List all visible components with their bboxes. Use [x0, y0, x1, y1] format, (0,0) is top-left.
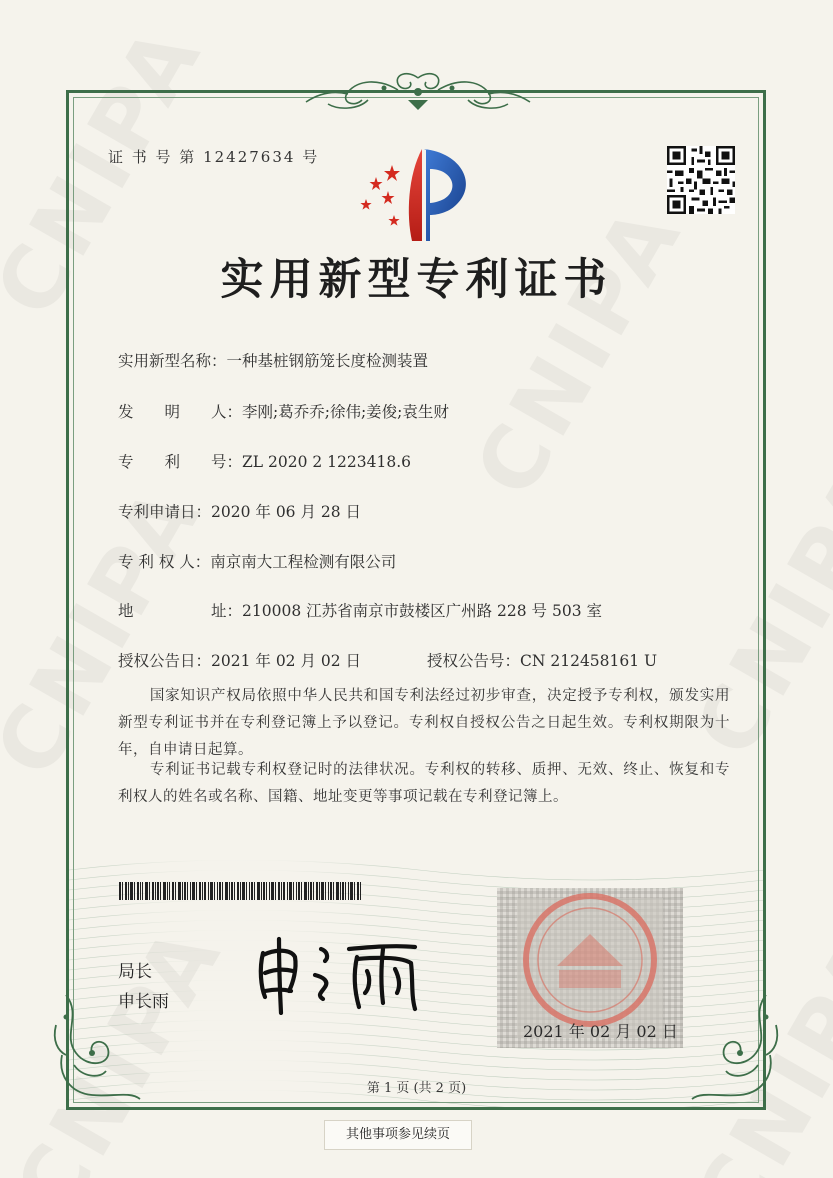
- statement-paragraph-2: 专利证书记载专利权登记时的法律状况。专利权的转移、质押、无效、终止、恢复和专利权人的姓名或名称、国籍、地址变更等事项记载在专利登记簿上。: [118, 762, 730, 805]
- field-label: 授权公告号：: [427, 652, 521, 670]
- field-address: [118, 599, 602, 621]
- field-grant-date: [118, 649, 361, 671]
- statement-paragraph-1: 国家知识产权局依照中华人民共和国专利法经过初步审查，决定授予专利权，颁发实用新型专利证书并在专利登记簿上予以登记。专利权自授权公告之日起生效。专利权期限为十年，自申请日起算。: [118, 688, 730, 758]
- field-value: 一种基桩钢筋笼长度检测装置: [226, 352, 429, 370]
- field-label: 地 址：: [118, 602, 243, 620]
- director-title: 局长: [118, 962, 152, 982]
- barcode-icon: [119, 882, 361, 900]
- qr-code-icon[interactable]: [667, 146, 735, 214]
- field-inventors: [118, 400, 449, 422]
- field-value: 李刚;葛乔乔;徐伟;姜俊;袁生财: [242, 403, 449, 421]
- field-label: 授权公告日：: [118, 652, 212, 670]
- field-patentee: [118, 550, 396, 572]
- handwritten-signature: [245, 935, 435, 1015]
- field-grant-number: [427, 649, 657, 671]
- field-value: 210008 江苏省南京市鼓楼区广州路 228 号 503 室: [242, 602, 602, 620]
- field-value: 2020 年 06 月 28 日: [211, 503, 362, 521]
- seal-date: 2021 年 02 月 02 日: [523, 1022, 678, 1041]
- director-name: 申长雨: [118, 992, 169, 1012]
- field-utility-model-name: [118, 349, 428, 371]
- field-label: 专 利 权 人：: [118, 553, 211, 571]
- field-label: 专 利 号：: [118, 453, 243, 471]
- field-value: 2021 年 02 月 02 日: [211, 652, 362, 670]
- field-value: 南京南大工程检测有限公司: [210, 553, 397, 571]
- field-label: 实用新型名称：: [118, 352, 227, 370]
- field-patent-number: [118, 450, 411, 472]
- top-ornament: [298, 70, 538, 116]
- field-value: CN 212458161 U: [520, 652, 658, 670]
- field-value: ZL 2020 2 1223418.6: [242, 453, 411, 471]
- certificate-title: 实用新型专利证书: [220, 255, 613, 305]
- continuation-note: 其他事项参见续页: [324, 1120, 472, 1150]
- field-label: 发 明 人：: [118, 403, 243, 421]
- page-number: 第 1 页 (共 2 页): [366, 1081, 467, 1096]
- cnipa-logo-icon: [352, 145, 482, 245]
- field-label: 专利申请日：: [118, 503, 212, 521]
- field-filing-date: [118, 500, 361, 522]
- certificate-number: 证 书 号 第 12427634 号: [108, 148, 320, 166]
